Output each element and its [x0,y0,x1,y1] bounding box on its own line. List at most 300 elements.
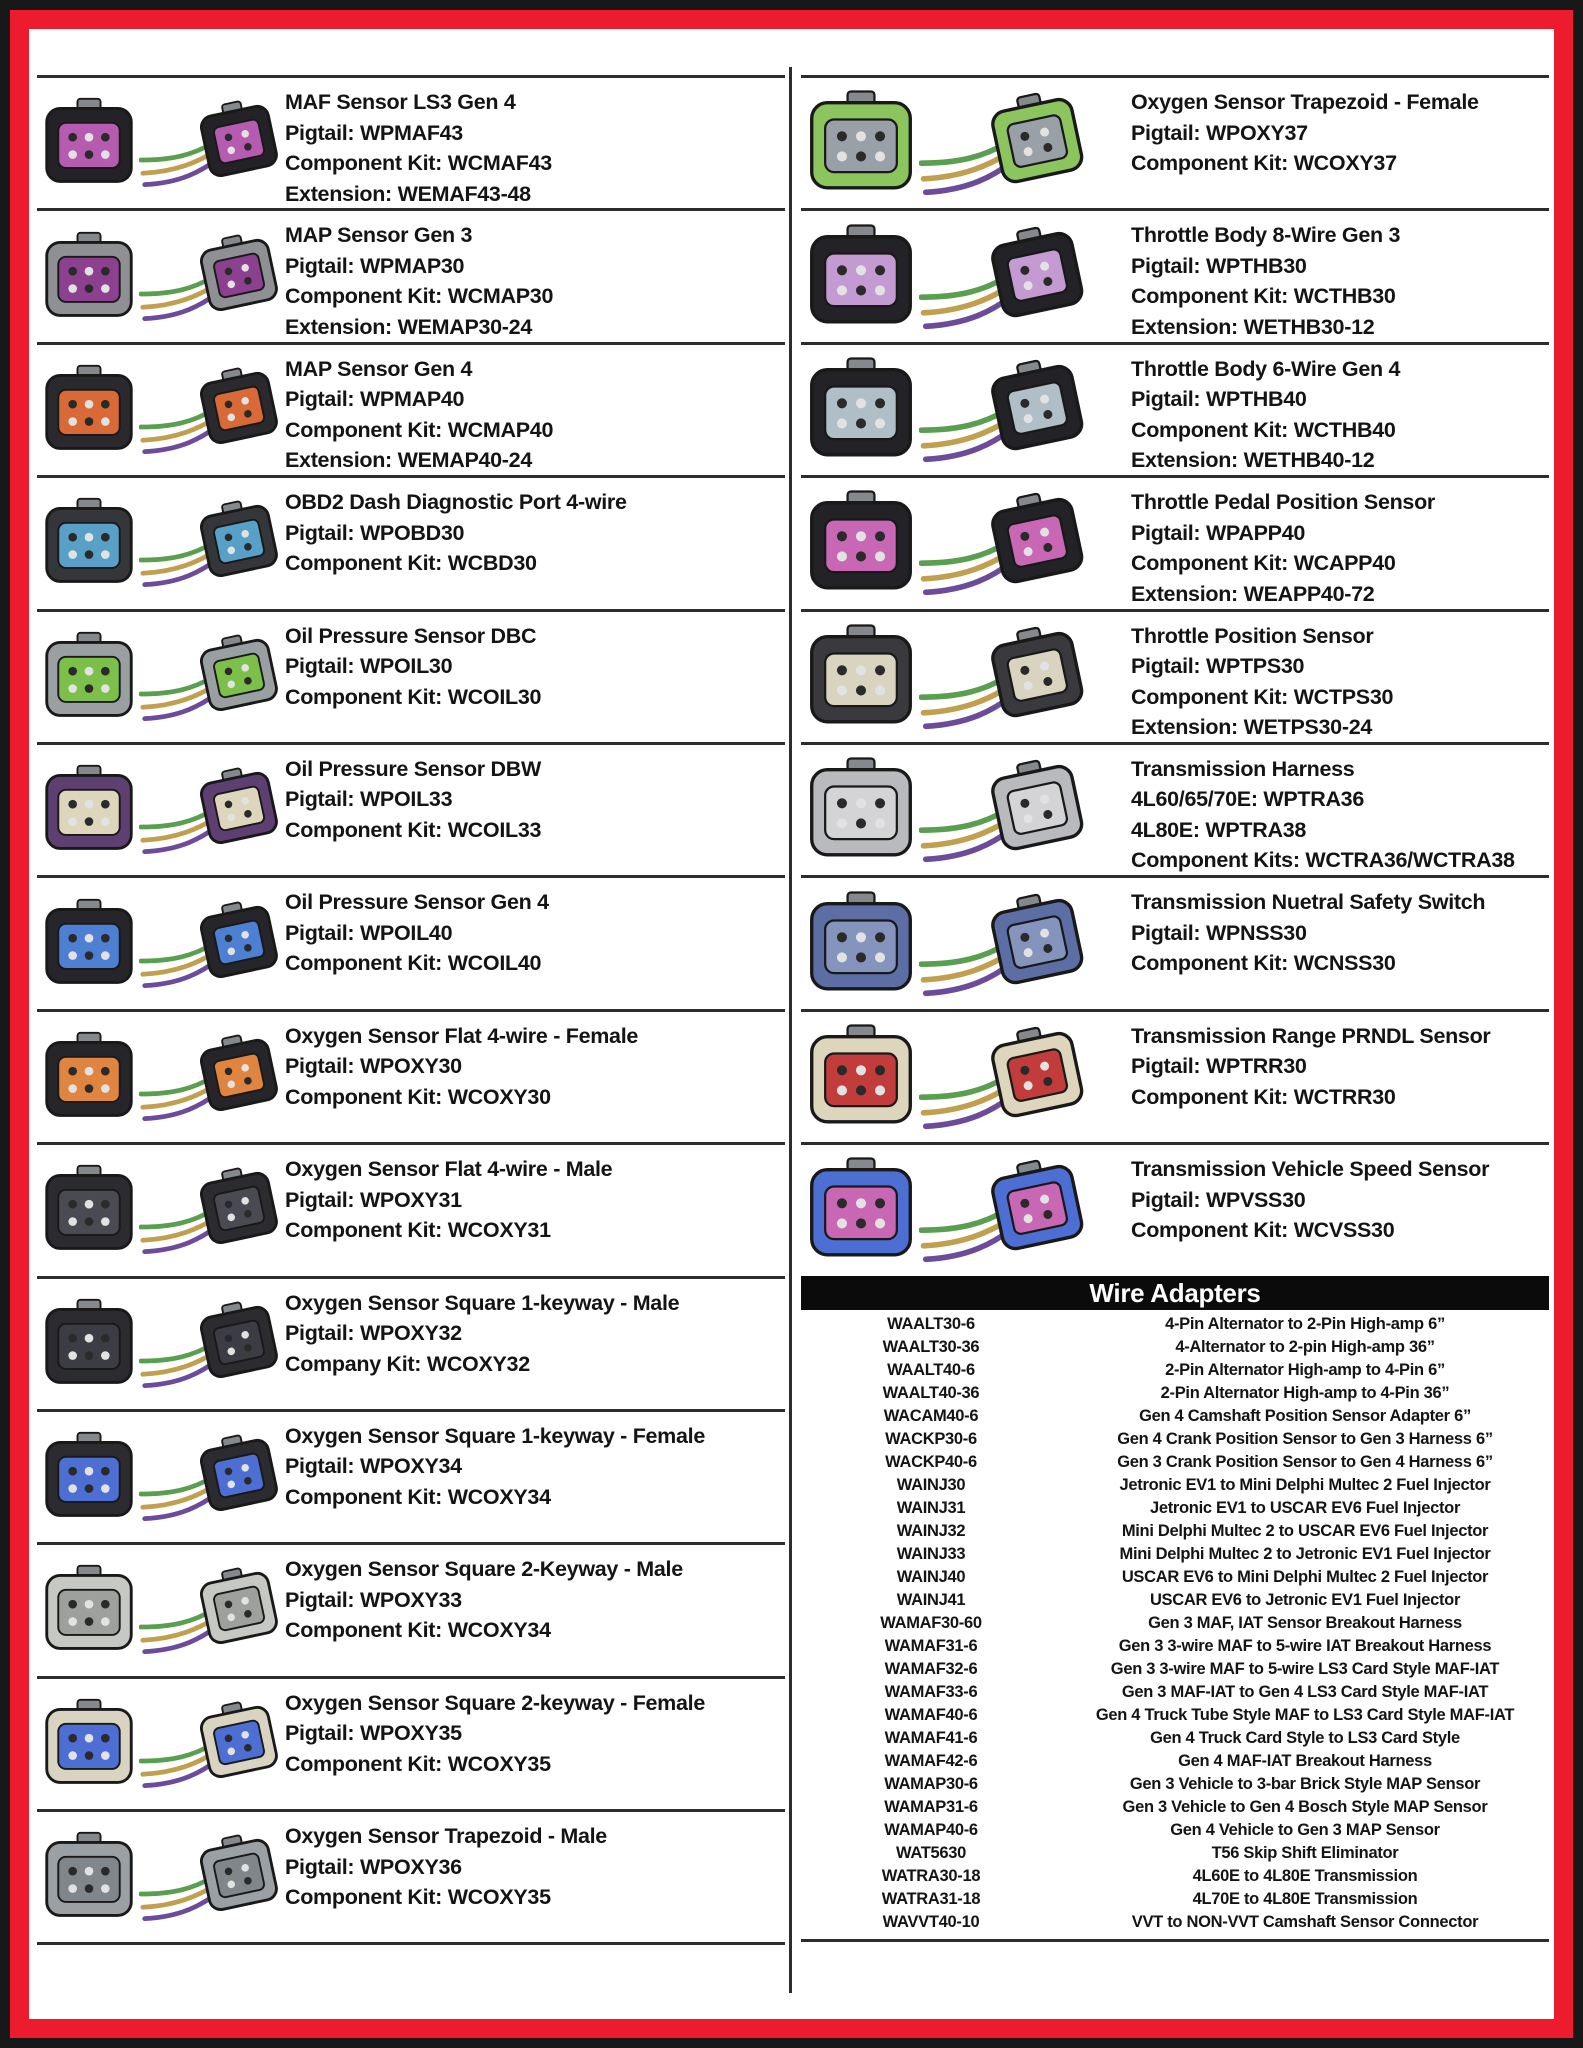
connector-pigtail-icon [919,88,1087,198]
wire-adapter-code: WAMAF42-6 [884,1751,978,1770]
connector-pigtail-icon [139,1822,281,1932]
product-title: Throttle Body 6-Wire Gen 4 [1131,356,1401,381]
product-title: Oxygen Sensor Square 2-Keyway - Male [285,1557,683,1582]
product-detail-line: Pigtail: WPMAF43 [285,120,463,145]
wire-adapter-code: WAMAP30-6 [884,1774,978,1793]
product-row [801,75,1549,208]
wire-adapter-code: WAINJ40 [896,1567,966,1586]
product-detail-line: Pigtail: WPAPP40 [1131,520,1306,545]
connector-photos [37,745,285,875]
wire-adapter-code: WAALT30-36 [882,1337,980,1356]
product-detail-lines [1131,518,1549,609]
wire-adapter-code: WAMAP31-6 [884,1797,978,1816]
product-text [285,612,785,742]
wire-adapter-row [801,1566,1549,1589]
wire-adapter-code: WACKP40-6 [885,1452,977,1471]
connector-front-icon [41,889,137,999]
wire-adapter-code: WAINJ32 [896,1521,966,1540]
wire-adapter-description: Gen 3 3-wire MAF to 5-wire IAT Breakout Harness [1118,1636,1492,1655]
product-row [801,475,1549,608]
product-text [285,478,785,608]
wire-adapter-row [801,1359,1549,1382]
wire-adapter-code: WAINJ33 [896,1544,966,1563]
wire-adapter-code: WAMAF30-60 [880,1613,982,1632]
wire-adapter-description: USCAR EV6 to Mini Delphi Multec 2 Fuel Injector [1121,1567,1489,1586]
product-text [285,1679,785,1809]
connector-front-icon [41,1289,137,1399]
wire-adapter-row [801,1405,1549,1428]
product-row [37,742,785,875]
wire-adapter-row [801,1589,1549,1612]
wire-adapter-code: WACAM40-6 [883,1406,979,1425]
product-detail-line: Extension: WETHB40-12 [1131,448,1375,473]
wire-adapter-description: Mini Delphi Multec 2 to Jetronic EV1 Fuel Injector [1119,1544,1491,1563]
product-row [37,609,785,742]
connector-front-icon [41,88,137,198]
catalog-sheet [29,29,1554,2019]
wire-adapter-description: Gen 4 Truck Tube Style MAF to LS3 Card Style MAF-IAT [1095,1705,1515,1724]
connector-front-icon [805,355,917,465]
wire-adapter-description: Gen 4 Truck Card Style to LS3 Card Style [1150,1728,1460,1747]
product-detail-line: Component Kit: WCOXY30 [285,1084,551,1109]
right-column-products [801,75,1549,1276]
product-title: Throttle Position Sensor [1131,623,1374,648]
product-row [37,875,785,1008]
product-detail-line: 4L60/65/70E: WPTRA36 [1131,787,1364,812]
right-column [801,75,1549,1942]
wire-adapter-row [801,1543,1549,1566]
wire-adapter-description: Mini Delphi Multec 2 to USCAR EV6 Fuel Injector [1121,1521,1489,1540]
product-row [37,75,785,208]
connector-pigtail-icon [919,1022,1087,1132]
connector-front-icon [41,1689,137,1799]
wire-adapter-description: Jetronic EV1 to USCAR EV6 Fuel Injector [1149,1498,1461,1517]
wire-adapter-description: 4L60E to 4L80E Transmission [1192,1866,1418,1885]
product-detail-line: Component Kit: WCBD30 [285,551,537,576]
connector-pigtail-icon [919,889,1087,999]
product-text [285,211,785,341]
product-detail-lines [285,918,785,979]
product-detail-line: Component Kit: WCOXY35 [285,1885,551,1910]
wire-adapter-description: Gen 3 MAF, IAT Sensor Breakout Harness [1148,1613,1462,1632]
wire-adapter-code: WATRA31-18 [881,1889,981,1908]
left-column [37,75,785,1945]
column-divider [789,67,792,1993]
connector-front-icon [805,755,917,865]
wire-adapter-row [801,1865,1549,1888]
connector-front-icon [41,1422,137,1532]
product-detail-lines [285,651,785,712]
product-detail-line: Component Kit: WCMAF43 [285,151,552,175]
product-title: Oil Pressure Sensor Gen 4 [285,890,549,915]
connector-pigtail-icon [139,488,281,598]
product-title: OBD2 Dash Diagnostic Port 4-wire [285,490,627,515]
product-title: Oxygen Sensor Square 2-keyway - Female [285,1690,705,1715]
wire-adapter-code: WAINJ30 [896,1475,966,1494]
product-detail-line: Company Kit: WCOXY32 [285,1351,530,1376]
product-row [37,475,785,608]
product-detail-lines [1131,1051,1549,1112]
connector-front-icon [41,222,137,332]
product-text [285,1545,785,1675]
product-detail-lines [285,1852,785,1913]
wire-adapter-description: USCAR EV6 to Jetronic EV1 Fuel Injector [1149,1590,1461,1609]
connector-photos [37,1012,285,1142]
wire-adapter-row [801,1819,1549,1842]
product-title: MAP Sensor Gen 3 [285,223,473,248]
connector-photos [801,745,1131,875]
connector-photos [801,78,1131,208]
product-text [285,1012,785,1142]
wire-adapter-row [801,1474,1549,1497]
wire-adapter-description: 4-Pin Alternator to 2-Pin High-amp 6” [1165,1314,1445,1333]
connector-pigtail-icon [139,355,281,465]
wire-adapters-table [801,1310,1549,1942]
connector-front-icon [805,88,917,198]
product-detail-line: Pigtail: WPOBD30 [285,520,465,545]
product-row [37,1809,785,1942]
connector-front-icon [805,889,917,999]
connector-photos [37,1145,285,1275]
product-detail-line: Component Kit: WCOXY35 [285,1751,551,1776]
wire-adapter-row [801,1451,1549,1474]
wire-adapter-row [801,1727,1549,1750]
product-detail-lines [1131,1185,1549,1246]
product-row [801,1142,1549,1275]
product-title: Transmission Harness [1131,756,1355,781]
connector-pigtail-icon [139,1555,281,1665]
connector-photos [801,1012,1131,1142]
wire-adapter-code: WAMAF32-6 [884,1659,978,1678]
product-text [285,1145,785,1275]
product-detail-line: Pigtail: WPOIL40 [285,920,453,945]
wire-adapter-row [801,1658,1549,1681]
product-detail-lines [285,518,785,579]
wire-adapter-row [801,1911,1549,1934]
product-row [801,742,1549,875]
product-detail-line: Pigtail: WPVSS30 [1131,1187,1306,1212]
wire-adapter-row [801,1313,1549,1336]
connector-pigtail-icon [919,755,1087,865]
connector-photos [801,211,1131,341]
product-detail-lines [1131,651,1549,742]
product-detail-line: Extension: WETPS30-24 [1131,715,1373,740]
wire-adapter-description: 4-Alternator to 2-pin High-amp 36” [1175,1337,1435,1356]
product-title: Transmission Vehicle Speed Sensor [1131,1157,1490,1182]
product-detail-lines [285,251,785,342]
connector-photos [37,78,285,208]
product-text [285,345,785,475]
product-detail-lines [1131,918,1549,979]
wire-adapter-code: WATRA30-18 [881,1866,981,1885]
product-title: Transmission Nuetral Safety Switch [1131,890,1486,915]
product-detail-line: Extension: WETHB30-12 [1131,314,1375,339]
product-detail-line: Component Kit: WCNSS30 [1131,951,1396,976]
wire-adapter-row [801,1520,1549,1543]
connector-front-icon [41,1822,137,1932]
product-detail-line: Component Kit: WCTHB30 [1131,284,1396,309]
wire-adapter-row [801,1704,1549,1727]
wire-adapter-description: Gen 4 Vehicle to Gen 3 MAP Sensor [1170,1820,1440,1839]
product-detail-line: Pigtail: WPNSS30 [1131,920,1307,945]
wire-adapter-code: WAMAF41-6 [884,1728,978,1747]
product-title: Throttle Body 8-Wire Gen 3 [1131,223,1401,248]
wire-adapter-description: T56 Skip Shift Eliminator [1211,1843,1399,1862]
connector-photos [37,1545,285,1675]
product-text [285,1412,785,1542]
product-title: Oil Pressure Sensor DBC [285,623,537,648]
product-text [1131,1012,1549,1142]
product-detail-line: Component Kit: WCOIL40 [285,951,542,976]
product-detail-line: Pigtail: WPTHB30 [1131,253,1307,278]
connector-photos [801,878,1131,1008]
product-detail-line: Pigtail: WPTRR30 [1131,1054,1307,1079]
wire-adapters-header: Wire Adapters [801,1276,1549,1310]
wire-adapter-row [801,1382,1549,1405]
product-text [1131,878,1549,1008]
product-detail-lines [285,1318,785,1379]
wire-adapter-row [801,1428,1549,1451]
connector-front-icon [41,1022,137,1132]
connector-pigtail-icon [139,889,281,999]
product-detail-line: Component Kit: WCTHB40 [1131,417,1396,442]
product-detail-line: Pigtail: WPOIL33 [285,787,453,812]
product-detail-line: Component Kit: WCAPP40 [1131,551,1396,576]
product-row [37,342,785,475]
product-detail-line: Extension: WEAPP40-72 [1131,581,1375,606]
product-detail-line: Component Kit: WCTRR30 [1131,1084,1396,1109]
product-detail-line: Pigtail: WPTHB40 [1131,387,1307,412]
product-detail-line: Extension: WEMAP40-24 [285,448,532,473]
wire-adapter-row [801,1888,1549,1911]
connector-photos [801,612,1131,742]
product-detail-line: Pigtail: WPOXY36 [285,1854,462,1879]
product-row [37,1409,785,1542]
connector-front-icon [41,1155,137,1265]
product-detail-line: Pigtail: WPOXY32 [285,1321,462,1346]
connector-pigtail-icon [919,622,1087,732]
connector-pigtail-icon [139,1022,281,1132]
product-detail-lines [285,118,785,209]
product-title: Oxygen Sensor Trapezoid - Female [1131,90,1479,114]
product-text [1131,745,1549,875]
product-detail-line: Pigtail: WPMAP30 [285,253,465,278]
product-detail-lines [1131,784,1549,875]
wire-adapter-code: WAINJ31 [896,1498,966,1517]
connector-pigtail-icon [139,88,281,198]
product-detail-line: Component Kit: WCOIL33 [285,817,542,842]
connector-pigtail-icon [139,1155,281,1265]
connector-pigtail-icon [919,355,1087,465]
product-text [285,878,785,1008]
product-text [285,1279,785,1409]
red-border-frame [10,10,1573,2038]
product-detail-line: Component Kit: WCOXY34 [285,1484,551,1509]
connector-front-icon [805,1155,917,1265]
product-text [1131,1145,1549,1275]
product-row [37,1542,785,1675]
product-title: Oil Pressure Sensor DBW [285,756,541,781]
product-text [1131,345,1549,475]
wire-adapter-code: WAINJ41 [896,1590,966,1609]
wire-adapter-row [801,1612,1549,1635]
connector-pigtail-icon [139,1289,281,1399]
product-detail-line: Pigtail: WPOXY33 [285,1587,462,1612]
product-title: Oxygen Sensor Flat 4-wire - Female [285,1023,639,1048]
wire-adapter-description: Gen 4 Crank Position Sensor to Gen 3 Harness 6” [1117,1429,1493,1448]
product-row [37,1009,785,1142]
wire-adapter-code: WAALT40-6 [887,1360,975,1379]
product-row [37,1276,785,1409]
connector-pigtail-icon [919,1155,1087,1265]
connector-pigtail-icon [919,488,1087,598]
product-title: Transmission Range PRNDL Sensor [1131,1023,1491,1048]
product-detail-line: Component Kits: WCTRA36/WCTRA38 [1131,848,1515,873]
wire-adapter-code: WAMAF31-6 [884,1636,978,1655]
wire-adapter-row [801,1497,1549,1520]
product-detail-line: Extension: WEMAP30-24 [285,314,532,339]
connector-photos [801,345,1131,475]
product-detail-lines [285,1051,785,1112]
connector-pigtail-icon [919,222,1087,332]
product-text [1131,211,1549,341]
wire-adapter-description: 2-Pin Alternator High-amp to 4-Pin 6” [1165,1360,1445,1379]
product-detail-line: Pigtail: WPOIL30 [285,654,453,679]
connector-photos [37,1279,285,1409]
connector-pigtail-icon [139,622,281,732]
product-title: Oxygen Sensor Trapezoid - Male [285,1824,607,1849]
product-title: MAP Sensor Gen 4 [285,356,473,381]
product-detail-line: Component Kit: WCOXY31 [285,1218,551,1243]
product-detail-line: 4L80E: WPTRA38 [1131,817,1307,842]
product-detail-line: Component Kit: WCVSS30 [1131,1218,1395,1243]
connector-photos [37,1812,285,1942]
product-detail-lines [285,1585,785,1646]
connector-photos [37,478,285,608]
product-detail-lines [285,384,785,475]
connector-pigtail-icon [139,222,281,332]
product-detail-lines [285,1451,785,1512]
product-detail-line: Pigtail: WPOXY34 [285,1454,462,1479]
wire-adapter-row [801,1773,1549,1796]
connector-front-icon [41,355,137,465]
product-title: Oxygen Sensor Flat 4-wire - Male [285,1157,613,1182]
connector-front-icon [41,1555,137,1665]
product-row [37,1142,785,1275]
wire-adapter-code: WACKP30-6 [885,1429,977,1448]
wire-adapter-description: Gen 3 Vehicle to Gen 4 Bosch Style MAP Sensor [1122,1797,1488,1816]
product-row [37,208,785,341]
connector-front-icon [41,488,137,598]
product-row [801,342,1549,475]
product-detail-line: Component Kit: WCTPS30 [1131,684,1394,709]
product-detail-line: Component Kit: WCMAP40 [285,417,554,442]
connector-front-icon [805,222,917,332]
wire-adapter-description: Gen 4 Camshaft Position Sensor Adapter 6” [1139,1406,1471,1425]
product-detail-lines [285,1718,785,1779]
product-detail-line: Pigtail: WPOXY31 [285,1187,462,1212]
wire-adapter-code: WAMAF33-6 [884,1682,978,1701]
product-title: MAF Sensor LS3 Gen 4 [285,90,516,114]
product-detail-lines [285,784,785,845]
wire-adapter-row [801,1635,1549,1658]
connector-photos [801,478,1131,608]
product-row [801,875,1549,1008]
product-detail-line: Pigtail: WPMAP40 [285,387,465,412]
product-detail-line: Extension: WEMAF43-48 [285,181,531,206]
product-detail-line: Pigtail: WPTPS30 [1131,654,1305,679]
wire-adapter-row [801,1750,1549,1773]
product-text [1131,478,1549,608]
product-text [1131,612,1549,742]
product-detail-lines [285,1185,785,1246]
wire-adapter-row [801,1796,1549,1819]
connector-front-icon [805,622,917,732]
wire-adapter-code: WAMAP40-6 [884,1820,978,1839]
product-title: Oxygen Sensor Square 1-keyway - Female [285,1423,705,1448]
connector-photos [37,612,285,742]
product-detail-line: Pigtail: WPOXY37 [1131,120,1308,145]
wire-adapter-row [801,1842,1549,1865]
connector-front-icon [805,488,917,598]
connector-pigtail-icon [139,1422,281,1532]
connector-photos [801,1145,1131,1275]
wire-adapter-code: WAMAF40-6 [884,1705,978,1724]
wire-adapter-description: 4L70E to 4L80E Transmission [1192,1889,1418,1908]
connector-photos [37,1412,285,1542]
product-row [37,1676,785,1809]
connector-pigtail-icon [139,755,281,865]
product-detail-line: Component Kit: WCOXY34 [285,1618,551,1643]
product-detail-line: Component Kit: WCOIL30 [285,684,542,709]
wire-adapter-row [801,1681,1549,1704]
wire-adapter-description: Gen 4 MAF-IAT Breakout Harness [1178,1751,1432,1770]
connector-front-icon [805,1022,917,1132]
product-detail-line: Pigtail: WPOXY35 [285,1721,462,1746]
product-text [285,745,785,875]
connector-pigtail-icon [139,1689,281,1799]
wire-adapter-code: WAALT40-36 [882,1383,980,1402]
connector-front-icon [41,622,137,732]
connector-photos [37,211,285,341]
connector-photos [37,345,285,475]
wire-adapter-description: 2-Pin Alternator High-amp to 4-Pin 36” [1160,1383,1450,1402]
wire-adapter-code: WAALT30-6 [887,1314,975,1333]
wire-adapter-row [801,1336,1549,1359]
product-row [801,208,1549,341]
product-detail-line: Component Kit: WCOXY37 [1131,151,1397,175]
wire-adapter-description: Gen 3 Vehicle to 3-bar Brick Style MAP Sensor [1129,1774,1481,1793]
product-title: Oxygen Sensor Square 1-keyway - Male [285,1290,680,1315]
wire-adapter-description: Jetronic EV1 to Mini Delphi Multec 2 Fuel Injector [1119,1475,1491,1494]
product-detail-line: Pigtail: WPOXY30 [285,1054,462,1079]
wire-adapter-code: WAVVT40-10 [882,1912,980,1931]
product-detail-lines [1131,384,1549,475]
product-detail-lines [1131,251,1549,342]
wire-adapter-description: Gen 3 Crank Position Sensor to Gen 4 Harness 6” [1117,1452,1493,1471]
product-text [285,1812,785,1942]
wire-adapter-description: Gen 3 MAF-IAT to Gen 4 LS3 Card Style MAF-IAT [1121,1682,1489,1701]
wire-adapter-description: Gen 3 3-wire MAF to 5-wire LS3 Card Style MAF-IAT [1110,1659,1500,1678]
wire-adapter-code: WAT5630 [895,1843,967,1862]
connector-front-icon [41,755,137,865]
connector-photos [37,1679,285,1809]
product-detail-line: Component Kit: WCMAP30 [285,284,554,309]
product-row [801,1009,1549,1142]
product-detail-lines [1131,118,1549,179]
product-title: Throttle Pedal Position Sensor [1131,490,1435,515]
product-row [801,609,1549,742]
